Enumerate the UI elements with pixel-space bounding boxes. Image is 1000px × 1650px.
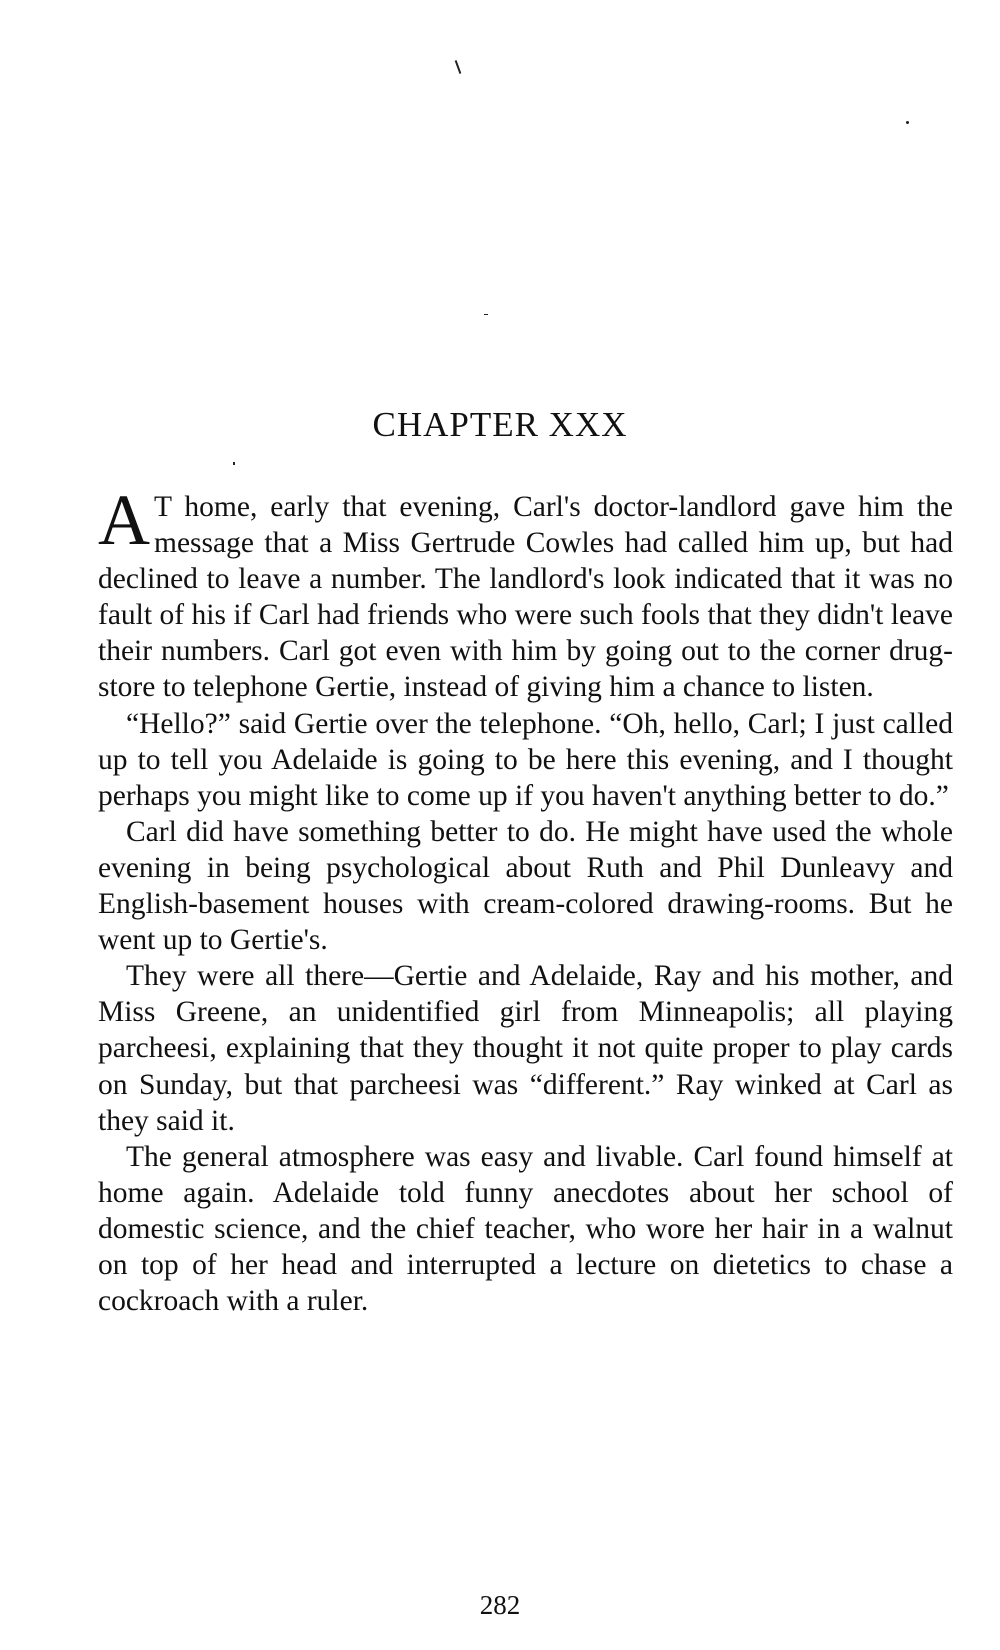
scan-speck: [455, 60, 462, 74]
chapter-heading: CHAPTER XXX: [372, 405, 628, 444]
paragraph-text: T home, early that evening, Carl's doctor-landlord gave him the message that a Miss Gertrude Cowles had called him up, but had declined to leave a number. The landlord's look indicated that it was no fault of his if Carl had friends who were such fools that they didn't leave their numbers. Carl got even with him by going out to the corner drug-store to telephone Gertie, instead of giving him a chance to listen.: [98, 491, 953, 704]
drop-cap: A: [98, 480, 150, 560]
paragraph: “Hello?” said Gertie over the telephone. “Oh, hello, Carl; I just called up to tell you Adelaide is going to be here this evening, and I thought perhaps you might like to come up if you haven't anything better to do.”: [98, 707, 953, 812]
paragraph: [98, 480, 953, 706]
page-number: 282: [479, 1590, 521, 1620]
scan-speck: [484, 314, 488, 315]
paragraph: The general atmosphere was easy and livable. Carl found himself at home again. Adelaide told funny anecdotes about her school of domestic science, and the chief teacher, who wore her hair in a walnut on top of her head and interrupted a lecture on dietetics to chase a cockroach with a ruler.: [98, 1140, 953, 1318]
paragraph: They were all there—Gertie and Adelaide, Ray and his mother, and Miss Greene, an unidentified girl from Minneapolis; all playing parcheesi, explaining that they thought it not quite proper to play cards on Sunday, but that parcheesi was “different.” Ray winked at Carl as they said it.: [98, 960, 953, 1137]
chapter-body: [98, 480, 953, 1319]
paragraph: Carl did have something better to do. He might have used the whole evening in being psychological about Ruth and Phil Dunleavy and English-basement houses with cream-colored drawing-rooms. But he went up to Gertie's.: [98, 815, 953, 957]
scan-speck: [906, 121, 909, 124]
scan-speck: [233, 462, 235, 465]
